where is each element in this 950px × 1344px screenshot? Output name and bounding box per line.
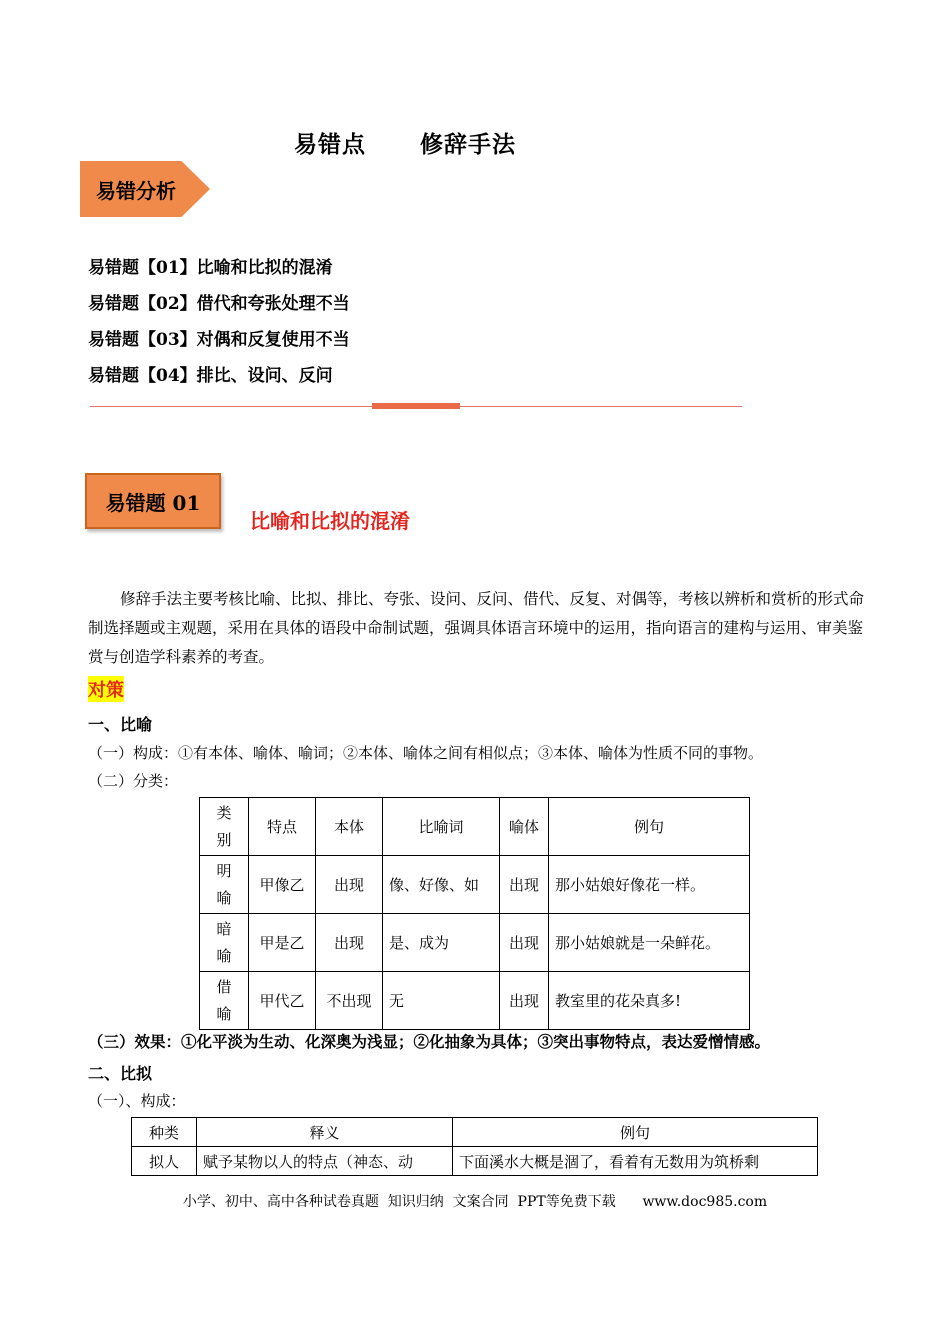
page-title: 易错点 修辞手法 [293, 131, 517, 158]
personification-composition: （一）、构成： [88, 1092, 186, 1110]
table-header-cell: 例句 [453, 1118, 818, 1147]
analysis-tag-label: 易错分析 [96, 179, 176, 203]
table-header-cell: 种类 [132, 1118, 197, 1147]
heading-personification: 二、比拟 [88, 1064, 153, 1083]
divider-mark [372, 403, 460, 409]
table-cell: 赋予某物以人的特点（神态、动 [197, 1147, 453, 1176]
table-cell: 借 喻 [200, 972, 249, 1030]
table-row [200, 972, 750, 1030]
metaphor-classification: （二）分类： [88, 772, 179, 790]
table-cell: 甲代乙 [249, 972, 316, 1030]
heading-metaphor: 一、比喻 [88, 715, 153, 734]
table-header-cell: 比喻词 [383, 798, 500, 856]
section-tag: 易错题 01 [85, 473, 221, 529]
metaphor-table [199, 797, 750, 1030]
table-cell: 暗 喻 [200, 914, 249, 972]
table-header-cell: 喻体 [500, 798, 549, 856]
toc-item-03: 易错题【03】对偶和反复使用不当 [88, 330, 350, 350]
table-cell: 像、好像、如 [383, 856, 500, 914]
metaphor-composition: （一）构成：①有本体、喻体、喻词；②本体、喻体之间有相似点；③本体、喻体为性质不同的事物。 [88, 744, 764, 762]
table-cell: 甲像乙 [249, 856, 316, 914]
intro-paragraph [88, 585, 868, 672]
strategy-label: 对策 [88, 676, 124, 702]
personification-table [131, 1117, 818, 1176]
table-cell: 甲是乙 [249, 914, 316, 972]
toc-item-02: 易错题【02】借代和夸张处理不当 [88, 294, 350, 314]
table-row [132, 1147, 818, 1176]
toc-item-04: 易错题【04】排比、设问、反问 [88, 366, 333, 386]
table-cell: 拟人 [132, 1147, 197, 1176]
table-row [200, 856, 750, 914]
intro-text: 修辞手法主要考核比喻、比拟、排比、夸张、设问、反问、借代、反复、对偶等，考核以辨析和赏析的形式命制选择题或主观题，采用在具体的语段中命制试题，强调具体语言环境中的运用，指向语言的建构与运用、审美鉴赏与创造学科素养的考查。 [88, 590, 865, 666]
page-footer: 小学、初中、高中各种试卷真题 知识归纳 文案合同 PPT等免费下载 www.doc985.com [182, 1194, 768, 1210]
table-cell: 不出现 [316, 972, 383, 1030]
table-header-cell: 本体 [316, 798, 383, 856]
table-cell: 出现 [500, 972, 549, 1030]
table-cell: 是、成为 [383, 914, 500, 972]
toc-item-01: 易错题【01】比喻和比拟的混淆 [88, 258, 333, 278]
analysis-tag [80, 161, 210, 217]
table-cell: 出现 [316, 914, 383, 972]
section-title: 比喻和比拟的混淆 [250, 509, 410, 533]
metaphor-effect: （三）效果：①化平淡为生动、化深奥为浅显；②化抽象为具体；③突出事物特点，表达爱憎情感。 [88, 1032, 771, 1051]
table-cell: 明 喻 [200, 856, 249, 914]
table-header-cell: 释义 [197, 1118, 453, 1147]
table-cell: 下面溪水大概是涸了，看着有无数用为筑桥剩 [453, 1147, 818, 1176]
table-header-row [200, 798, 750, 856]
table-cell: 无 [383, 972, 500, 1030]
table-cell: 那小姑娘就是一朵鲜花。 [549, 914, 750, 972]
table-header-cell: 特点 [249, 798, 316, 856]
table-row [200, 914, 750, 972]
table-cell: 出现 [316, 856, 383, 914]
table-header-cell: 类 别 [200, 798, 249, 856]
table-cell: 出现 [500, 856, 549, 914]
table-cell: 教室里的花朵真多! [549, 972, 750, 1030]
table-cell: 那小姑娘好像花一样。 [549, 856, 750, 914]
table-cell: 出现 [500, 914, 549, 972]
table-header-cell: 例句 [549, 798, 750, 856]
table-header-row [132, 1118, 818, 1147]
